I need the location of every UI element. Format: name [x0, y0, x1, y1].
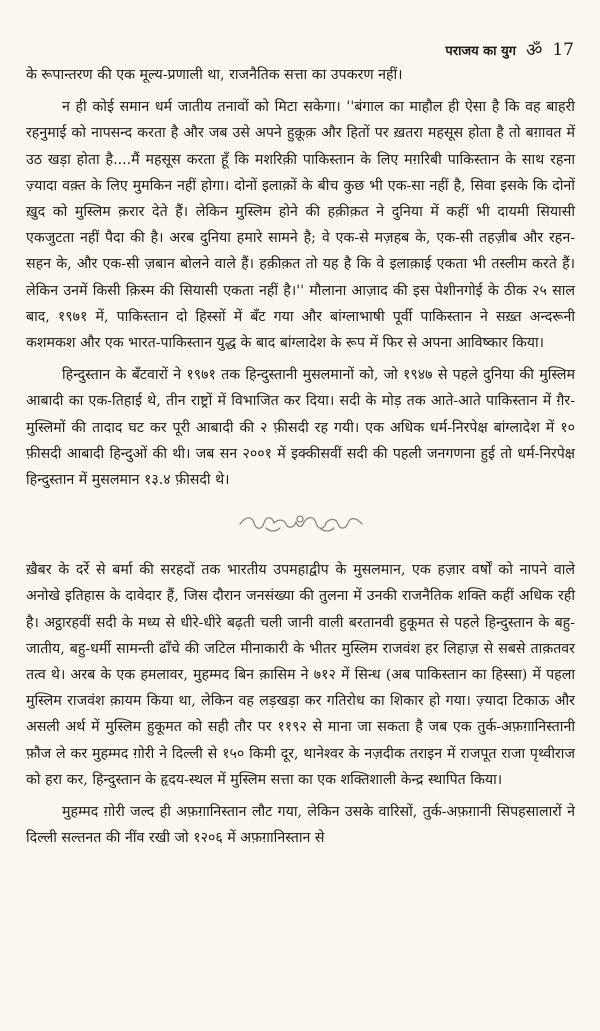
paragraph: मुहम्मद ग़ोरी जल्द ही अफ़ग़ानिस्तान लौट गया, लेकिन उसके वारिसों, तुर्क-अफ़ग़ानी सिपहसालारों ने दिल्ली सल्तनत की नींव रखी जो १२०६ में अफ़ग़ानिस्तान से: [26, 804, 575, 847]
paragraph: ख़ैबर के दर्रे से बर्मा की सरहदों तक भारतीय उपमहाद्वीप के मुसलमान, एक हज़ार वर्षों को नापने वाले अनोखे इतिहास के दावेदार हैं, जिस दौरान जनसंख्या की तुलना में उनकी राजनैतिक शक्ति कहीं अधिक रही है। अट्ठारहवीं सदी के मध्य से धीरे-धीरे बढ़ती चली जानी वाली बरतानवी हुकूमत से पहले हिन्दुस्तान के बहु-जातीय, बहु-धर्मी सामन्ती ढाँचे की जटिल मीनाकारी के भीतर मुस्लिम राजवंश हर लिहाज़ से सबसे ताक़तवर तत्व थे। अरब के एक हमलावर, मुहम्मद बिन क़ासिम ने ७१२ में सिन्ध (अब पाकिस्तान का हिस्सा) में पहला मुस्लिम राजवंश क़ायम किया था, लेकिन वह लड़खड़ा कर गतिरोध का शिकार हो गया। ज़्यादा टिकाऊ और असली अर्थ में मुस्लिम हुकूमत को सही तौर पर ११९२ से माना जा सकता है जब एक तुर्क-अफ़ग़ानिस्तानी फ़ौज ले कर मुहम्मद ग़ोरी ने दिल्ली से १५० किमी दूर, थानेश्वर के नज़दीक तराइन में राजपूत राजा पृथ्वीराज को हरा कर, हिन्दुस्तान के हृदय-स्थल में मुस्लिम सत्ता का एक शक्तिशाली केन्द्र स्थापित किया।: [26, 562, 575, 788]
paragraph-continued: के रूपान्तरण की एक मूल्य-प्रणाली था, राजनैतिक सत्ता का उपकरण नहीं।: [26, 67, 403, 83]
section-divider-ornament-icon: [26, 499, 575, 547]
page-body: [26, 62, 575, 857]
running-title: पराजय का युग: [445, 44, 516, 59]
running-header: [445, 38, 574, 62]
om-icon: ॐ: [525, 40, 543, 61]
paragraph: न ही कोई समान धर्म जातीय तनावों को मिटा सकेगा। ''बंगाल का माहौल ही ऐसा है कि वह बाहरी रहनुमाई को नापसन्द करता है और जब उसे अपने हुक़ूक़ और हितों पर ख़तरा महसूस होता है तो बग़ावत में उठ खड़ा होता है....मैं महसूस करता हूँ कि मशरिक़ी पाकिस्तान के लिए मग़रिबी पाकिस्तान के साथ रहना ज़्यादा वक़्त के लिए मुमकिन नहीं होगा। दोनों इलाक़ों के बीच कुछ भी एक-सा नहीं है, सिवा इसके कि दोनों ख़ुद को मुस्लिम क़रार देते हैं। लेकिन मुस्लिम होने की हक़ीक़त ने दुनिया में कहीं भी दायमी सियासी एकजुटता नहीं पैदा की है। अरब दुनिया हमारे सामने है; वे एक-से मज़हब के, एक-सी तहज़ीब और रहन-सहन के, और एक-सी ज़बान बोलने वाले हैं। हक़ीक़त तो यह है कि वे इलाक़ाई एकता भी तस्लीम करते हैं। लेकिन उनमें किसी क़िस्म की सियासी एकता नहीं है।'' मौलाना आज़ाद की इस पेशीनगोई के ठीक २५ साल बाद, १९७१ में, पाकिस्तान दो हिस्सों में बँट गया और बांग्लाभाषी पूर्वी पाकिस्तान ने सख़्त अन्दरूनी कशमकश और एक भारत-पाकिस्तान युद्ध के बाद बांग्लादेश के रूप में फिर से अपना आविष्कार किया।: [26, 99, 575, 352]
paragraph: हिन्दुस्तान के बँटवारों ने १९७१ तक हिन्दुस्तानी मुसलमानों को, जो १९४७ से पहले दुनिया की मुस्लिम आबादी का एक-तिहाई थे, तीन राष्ट्रों में विभाजित कर दिया। सदी के मोड़ तक आते-आते पाकिस्तान में ग़ैर-मुस्लिमों की तादाद घट कर पूरी आबादी की २ फ़ीसदी रह गयी। एक अधिक धर्म-निरपेक्ष बांग्लादेश में १० फ़ीसदी आबादी हिन्दुओं की थी। जब सन २००१ में इक्कीसवीं सदी की पहली जनगणना हुई तो धर्म-निरपेक्ष हिन्दुस्तान में मुसलमान १३.४ फ़ीसदी थे।: [26, 367, 575, 489]
page-number: 17: [552, 40, 574, 60]
